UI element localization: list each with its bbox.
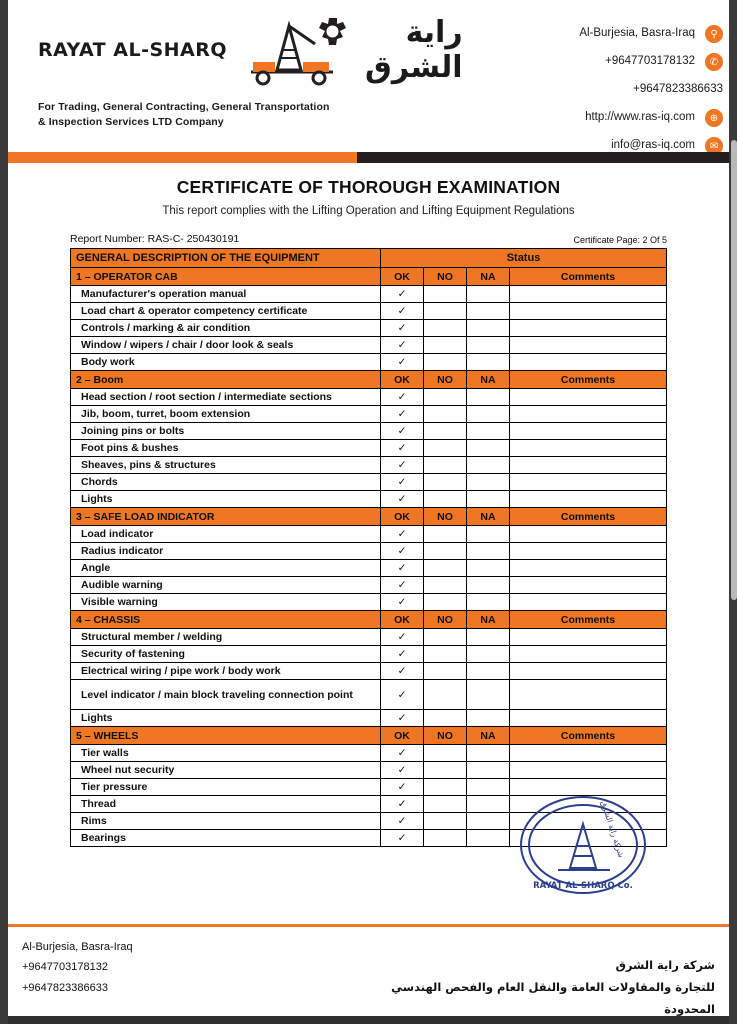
row-comments[interactable] [510, 320, 667, 337]
section-col-na: NA [467, 371, 510, 389]
row-no[interactable] [424, 320, 467, 337]
table-row [71, 303, 667, 320]
row-ok[interactable]: ✓ [381, 830, 424, 847]
row-comments[interactable] [510, 779, 667, 796]
table-row [71, 594, 667, 611]
row-label: Security of fastening [71, 646, 381, 663]
row-na[interactable] [467, 796, 510, 813]
table-header-row [71, 249, 667, 268]
row-label: Lights [71, 491, 381, 508]
section-col-no: NO [424, 611, 467, 629]
row-no[interactable] [424, 813, 467, 830]
row-label: Audible warning [71, 577, 381, 594]
row-no[interactable] [424, 389, 467, 406]
row-label: Joining pins or bolts [71, 423, 381, 440]
table-row [71, 577, 667, 594]
row-no[interactable] [424, 646, 467, 663]
document-header [0, 0, 737, 163]
section-title: 5 – WHEELS [71, 727, 381, 745]
section-col-na: NA [467, 268, 510, 286]
table-row [71, 710, 667, 727]
section-title: 1 – OPERATOR CAB [71, 268, 381, 286]
row-comments[interactable] [510, 474, 667, 491]
row-no[interactable] [424, 440, 467, 457]
section-col-comments: Comments [510, 727, 667, 745]
company-tagline [38, 100, 400, 130]
row-na[interactable] [467, 813, 510, 830]
row-ok[interactable]: ✓ [381, 663, 424, 680]
table-row [71, 286, 667, 303]
stamp-top-text: شركة راية الشرق [598, 799, 626, 859]
row-no[interactable] [424, 543, 467, 560]
row-na[interactable] [467, 762, 510, 779]
row-ok[interactable]: ✓ [381, 474, 424, 491]
contact-phone2: +9647823386633 [633, 83, 723, 96]
row-na[interactable] [467, 745, 510, 762]
row-comments[interactable] [510, 354, 667, 371]
row-comments[interactable] [510, 560, 667, 577]
row-label: Tier walls [71, 745, 381, 762]
row-label: Body work [71, 354, 381, 371]
row-ok[interactable]: ✓ [381, 796, 424, 813]
contact-website[interactable]: http://www.ras-iq.com [585, 111, 695, 124]
row-ok[interactable]: ✓ [381, 577, 424, 594]
section-header-row [71, 508, 667, 526]
viewer-left-edge [0, 0, 8, 1024]
phone-icon: ✆ [705, 53, 723, 71]
row-comments[interactable] [510, 457, 667, 474]
row-comments[interactable] [510, 663, 667, 680]
section-col-ok: OK [381, 727, 424, 745]
row-label: Sheaves, pins & structures [71, 457, 381, 474]
row-comments[interactable] [510, 526, 667, 543]
globe-icon: ⊕ [705, 109, 723, 127]
table-row [71, 423, 667, 440]
table-row [71, 474, 667, 491]
section-header-row [71, 268, 667, 286]
row-ok[interactable]: ✓ [381, 491, 424, 508]
row-comments[interactable] [510, 440, 667, 457]
row-na[interactable] [467, 457, 510, 474]
row-no[interactable] [424, 457, 467, 474]
row-label: Foot pins & bushes [71, 440, 381, 457]
row-ok[interactable]: ✓ [381, 646, 424, 663]
row-na[interactable] [467, 594, 510, 611]
row-label: Angle [71, 560, 381, 577]
section-col-ok: OK [381, 371, 424, 389]
inspection-table-body [71, 249, 667, 847]
row-no[interactable] [424, 745, 467, 762]
row-comments[interactable] [510, 423, 667, 440]
row-no[interactable] [424, 710, 467, 727]
section-header-row [71, 727, 667, 745]
row-no[interactable] [424, 680, 467, 710]
footer-arabic [369, 937, 716, 1024]
row-no[interactable] [424, 286, 467, 303]
row-comments[interactable] [510, 303, 667, 320]
row-label: Lights [71, 710, 381, 727]
table-row [71, 830, 667, 847]
section-header-row [71, 371, 667, 389]
row-na[interactable] [467, 491, 510, 508]
contact-address: Al-Burjesia, Basra-Iraq [579, 27, 695, 40]
table-row [71, 779, 667, 796]
section-col-na: NA [467, 508, 510, 526]
row-ok[interactable]: ✓ [381, 423, 424, 440]
section-col-ok: OK [381, 268, 424, 286]
envelope-icon: ✉ [705, 137, 723, 155]
row-comments[interactable] [510, 491, 667, 508]
row-comments[interactable] [510, 646, 667, 663]
title-block [0, 163, 737, 221]
row-no[interactable] [424, 303, 467, 320]
row-ok[interactable]: ✓ [381, 762, 424, 779]
row-comments[interactable] [510, 830, 667, 847]
row-label: Tier pressure [71, 779, 381, 796]
company-name-en: RAYAT AL-SHARQ [38, 39, 228, 61]
company-name-ar: راية الشرق [365, 15, 463, 85]
footer-phone1: +9647703178132 [22, 961, 108, 974]
section-col-no: NO [424, 268, 467, 286]
row-na[interactable] [467, 389, 510, 406]
table-row [71, 560, 667, 577]
row-na[interactable] [467, 440, 510, 457]
table-row [71, 354, 667, 371]
contact-address-row [400, 20, 723, 48]
row-no[interactable] [424, 830, 467, 847]
row-comments[interactable] [510, 543, 667, 560]
table-row [71, 680, 667, 710]
row-ok[interactable]: ✓ [381, 406, 424, 423]
section-col-no: NO [424, 371, 467, 389]
report-number: Report Number: RAS-C- 250430191 [70, 233, 240, 245]
meta-row [0, 221, 737, 248]
footer-phone2: +9647823386633 [22, 981, 108, 994]
footer-ar-line2: للتجارة والمقاولات العامة والنقل العام والفحص الهندسي المحدودة [391, 979, 715, 1016]
section-col-comments: Comments [510, 611, 667, 629]
table-row [71, 813, 667, 830]
table-row [71, 646, 667, 663]
contact-website-row[interactable] [400, 104, 723, 132]
row-no[interactable] [424, 560, 467, 577]
table-row [71, 440, 667, 457]
gear-derrick-logo-icon [233, 14, 353, 86]
row-ok[interactable]: ✓ [381, 337, 424, 354]
row-ok[interactable]: ✓ [381, 354, 424, 371]
section-col-no: NO [424, 508, 467, 526]
contact-phone1: +9647703178132 [605, 55, 695, 68]
row-na[interactable] [467, 629, 510, 646]
row-na[interactable] [467, 474, 510, 491]
company-tagline-line2: & Inspection Services LTD Company [38, 116, 224, 129]
certificate-page: Certificate Page: 2 Of 5 [573, 235, 667, 245]
header-description: GENERAL DESCRIPTION OF THE EQUIPMENT [71, 249, 381, 268]
row-label: Bearings [71, 830, 381, 847]
contact-phone2-row [400, 76, 723, 104]
row-no[interactable] [424, 354, 467, 371]
section-title: 3 – SAFE LOAD INDICATOR [71, 508, 381, 526]
table-row [71, 320, 667, 337]
section-col-na: NA [467, 727, 510, 745]
row-ok[interactable]: ✓ [381, 710, 424, 727]
company-logo-block [0, 6, 463, 163]
table-row [71, 543, 667, 560]
row-ok[interactable]: ✓ [381, 543, 424, 560]
row-na[interactable] [467, 710, 510, 727]
row-no[interactable] [424, 577, 467, 594]
row-na[interactable] [467, 320, 510, 337]
contact-block [400, 6, 737, 163]
row-label: Controls / marking & air condition [71, 320, 381, 337]
contact-email[interactable]: info@ras-iq.com [611, 139, 695, 152]
table-row [71, 491, 667, 508]
footer-address: Al-Burjesia, Basra-Iraq [22, 941, 133, 953]
row-ok[interactable]: ✓ [381, 629, 424, 646]
row-ok[interactable]: ✓ [381, 526, 424, 543]
header-divider-dark [357, 152, 737, 163]
row-label: Rims [71, 813, 381, 830]
row-na[interactable] [467, 577, 510, 594]
page-scrollbar[interactable] [731, 140, 737, 600]
row-label: Chords [71, 474, 381, 491]
section-col-comments: Comments [510, 508, 667, 526]
section-col-no: NO [424, 727, 467, 745]
row-no[interactable] [424, 663, 467, 680]
row-label: Radius indicator [71, 543, 381, 560]
inspection-table-wrap [0, 248, 737, 847]
row-label: Structural member / welding [71, 629, 381, 646]
row-no[interactable] [424, 594, 467, 611]
section-title: 4 – CHASSIS [71, 611, 381, 629]
section-col-na: NA [467, 611, 510, 629]
inspection-table [70, 248, 667, 847]
row-na[interactable] [467, 779, 510, 796]
header-divider-bar [0, 152, 737, 163]
row-ok[interactable]: ✓ [381, 440, 424, 457]
section-col-ok: OK [381, 508, 424, 526]
row-no[interactable] [424, 526, 467, 543]
row-na[interactable] [467, 830, 510, 847]
row-ok[interactable]: ✓ [381, 813, 424, 830]
row-na[interactable] [467, 543, 510, 560]
viewer-bottom-edge [0, 1016, 737, 1024]
row-no[interactable] [424, 337, 467, 354]
row-na[interactable] [467, 646, 510, 663]
row-na[interactable] [467, 663, 510, 680]
row-comments[interactable] [510, 745, 667, 762]
page-title: CERTIFICATE OF THOROUGH EXAMINATION [176, 177, 561, 197]
row-na[interactable] [467, 354, 510, 371]
row-no[interactable] [424, 423, 467, 440]
row-label: Head section / root section / intermediate sections [71, 389, 381, 406]
row-ok[interactable]: ✓ [381, 680, 424, 710]
row-label: Load indicator [71, 526, 381, 543]
row-comments[interactable] [510, 629, 667, 646]
row-na[interactable] [467, 680, 510, 710]
row-na[interactable] [467, 303, 510, 320]
row-na[interactable] [467, 560, 510, 577]
row-comments[interactable] [510, 710, 667, 727]
stamp-name-en: RAYAT AL-SHARQ Co. [533, 881, 633, 891]
row-label: Load chart & operator competency certificate [71, 303, 381, 320]
row-label: Visible warning [71, 594, 381, 611]
row-comments[interactable] [510, 762, 667, 779]
row-label: Thread [71, 796, 381, 813]
row-ok[interactable]: ✓ [381, 560, 424, 577]
row-no[interactable] [424, 796, 467, 813]
table-row [71, 526, 667, 543]
row-label: Manufacturer's operation manual [71, 286, 381, 303]
table-row [71, 745, 667, 762]
table-row [71, 406, 667, 423]
row-no[interactable] [424, 491, 467, 508]
row-label: Level indicator / main block traveling connection point [71, 680, 381, 710]
page-subtitle: This report complies with the Lifting Operation and Lifting Equipment Regulations [162, 205, 575, 217]
section-title: 2 – Boom [71, 371, 381, 389]
row-label: Wheel nut security [71, 762, 381, 779]
header-status: Status [381, 249, 667, 268]
row-comments[interactable] [510, 406, 667, 423]
table-row [71, 663, 667, 680]
table-row [71, 389, 667, 406]
row-comments[interactable] [510, 337, 667, 354]
table-row [71, 762, 667, 779]
row-na[interactable] [467, 526, 510, 543]
row-ok[interactable]: ✓ [381, 320, 424, 337]
row-no[interactable] [424, 762, 467, 779]
row-no[interactable] [424, 629, 467, 646]
row-ok[interactable]: ✓ [381, 457, 424, 474]
contact-phone1-row [400, 48, 723, 76]
row-ok[interactable]: ✓ [381, 594, 424, 611]
row-comments[interactable] [510, 286, 667, 303]
row-na[interactable] [467, 423, 510, 440]
row-comments[interactable] [510, 796, 667, 813]
row-comments[interactable] [510, 813, 667, 830]
row-ok[interactable]: ✓ [381, 389, 424, 406]
section-col-comments: Comments [510, 371, 667, 389]
row-ok[interactable]: ✓ [381, 303, 424, 320]
row-ok[interactable]: ✓ [381, 779, 424, 796]
table-row [71, 796, 667, 813]
row-label: Window / wipers / chair / door look & seals [71, 337, 381, 354]
row-na[interactable] [467, 286, 510, 303]
section-col-comments: Comments [510, 268, 667, 286]
row-na[interactable] [467, 337, 510, 354]
location-pin-icon: ⚲ [705, 25, 723, 43]
section-header-row [71, 611, 667, 629]
table-row [71, 457, 667, 474]
row-no[interactable] [424, 474, 467, 491]
row-comments[interactable] [510, 680, 667, 710]
row-comments[interactable] [510, 389, 667, 406]
footer-ar-line1: شركة راية الشرق [615, 958, 715, 972]
row-label: Jib, boom, turret, boom extension [71, 406, 381, 423]
row-ok[interactable]: ✓ [381, 286, 424, 303]
document-footer [0, 924, 737, 1024]
footer-contact [22, 937, 369, 1024]
row-label: Electrical wiring / pipe work / body work [71, 663, 381, 680]
company-tagline-line1: For Trading, General Contracting, General Transportation [38, 101, 330, 113]
row-comments[interactable] [510, 594, 667, 611]
row-no[interactable] [424, 406, 467, 423]
row-ok[interactable]: ✓ [381, 745, 424, 762]
row-no[interactable] [424, 779, 467, 796]
section-col-ok: OK [381, 611, 424, 629]
table-row [71, 629, 667, 646]
row-na[interactable] [467, 406, 510, 423]
row-comments[interactable] [510, 577, 667, 594]
table-row [71, 337, 667, 354]
